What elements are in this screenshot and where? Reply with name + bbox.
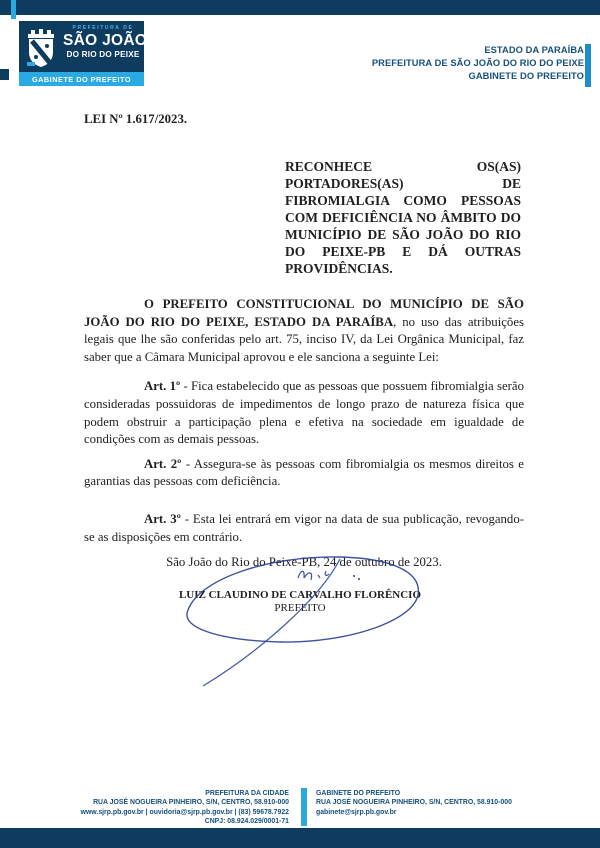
- article-2: [84, 456, 524, 491]
- city-hall-logo: [19, 21, 148, 72]
- footer-right-title: GABINETE DO PREFEITO: [316, 790, 401, 797]
- preamble-rest: , no uso das atribuições legais que lhe são conferidas pelo art. 75, inciso IV, da Lei Orgânica Municipal, faz saber que a Câmara Municipal aprovou e ele sanciona a seguinte Lei:: [84, 314, 524, 364]
- footer-cyan-divider: [301, 788, 307, 826]
- bottom-navy-bar: [0, 828, 600, 848]
- footer-city-hall-block: [40, 789, 289, 827]
- law-epigraph: RECONHECE OS(AS) PORTADORES(AS) DE FIBROMIALGIA COMO PESSOAS COM DEFICIÊNCIA NO ÂMBITO DO MUNICÍPIO DE SÃO JOÃO DO RIO DO PEIXE-PB E DÁ OUTRAS PROVIDÊNCIAS.: [285, 159, 521, 276]
- article-2-label: Art. 2º: [144, 456, 182, 471]
- letterhead-office: GABINETE DO PREFEITO: [468, 71, 584, 82]
- signer-role: PREFEITO: [274, 602, 326, 614]
- article-3: [84, 511, 524, 546]
- footer-left-address: RUA JOSÉ NOGUEIRA PINHEIRO, S/N, CENTRO, 58.910-000: [93, 799, 289, 807]
- logo-line-prefeitura: PREFEITURA DE: [72, 25, 134, 31]
- footer-left-title: PREFEITURA DA CIDADE: [205, 790, 289, 797]
- law-number: LEI Nº 1.617/2023.: [84, 112, 188, 126]
- footer-mayor-office-block: [316, 789, 578, 817]
- logo-wordmark: [63, 25, 148, 59]
- city-crest-icon: [24, 24, 58, 68]
- logo-banner-gabinete: GABINETE DO PREFEITO: [19, 72, 144, 86]
- footer-right-address: RUA JOSÉ NOGUEIRA PINHEIRO, S/N, CENTRO, 58.910-000: [316, 799, 512, 807]
- footer-left-cnpj: CNPJ: 08.924.029/0001-71: [204, 818, 289, 826]
- preamble-bold: O PREFEITO CONSTITUCIONAL DO MUNICÍPIO DE SÃO JOÃO DO RIO DO PEIXE, ESTADO DA PARAÍBA: [84, 297, 524, 329]
- article-2-text: - Assegura-se às pessoas com fibromialgia os mesmos direitos e garantias das pessoas com deficiência.: [84, 456, 524, 489]
- letterhead-right-block: [372, 44, 584, 84]
- law-body: [84, 105, 524, 572]
- signer-name: LUIZ CLAUDINO DE CARVALHO FLORÊNCIO: [178, 589, 422, 601]
- signature-block: [0, 589, 600, 615]
- left-edge-navy-square: [0, 69, 9, 80]
- top-navy-bar: [0, 0, 600, 15]
- article-3-label: Art. 3º: [144, 511, 181, 526]
- logo-line-rio-peixe: DO RIO DO PEIXE: [66, 49, 140, 59]
- letterhead-right-accent-bar: [585, 44, 591, 87]
- article-3-text: - Esta lei entrará em vigor na data de sua publicação, revogando-se as disposições em contrário.: [84, 511, 524, 544]
- letterhead-state: ESTADO DA PARAÍBA: [484, 45, 584, 55]
- dateline: São João do Rio do Peixe-PB, 24 de outubro de 2023.: [166, 555, 442, 570]
- logo-line-sao-joao: SÃO JOÃO: [63, 32, 148, 49]
- article-1: [84, 378, 524, 448]
- law-preamble: [84, 296, 524, 366]
- letterhead-city: PREFEITURA DE SÃO JOÃO DO RIO DO PEIXE: [371, 58, 584, 69]
- footer-right-email: gabinete@sjrp.pb.gov.br: [316, 808, 397, 816]
- top-cyan-accent: [11, 0, 16, 19]
- article-1-label: Art. 1º: [144, 379, 181, 394]
- footer-left-contacts: www.sjrp.pb.gov.br | ouvidoria@sjrp.pb.gov.br | (83) 59678.7922: [80, 808, 289, 816]
- article-1-text: - Fica estabelecido que as pessoas que possuem fibromialgia serão consideradas possuidoras de impedimentos de longo prazo de natureza física que podem obstruir a participação plena e efetiva na sociedade em igualdade de condições com as demais pessoas.: [84, 379, 524, 447]
